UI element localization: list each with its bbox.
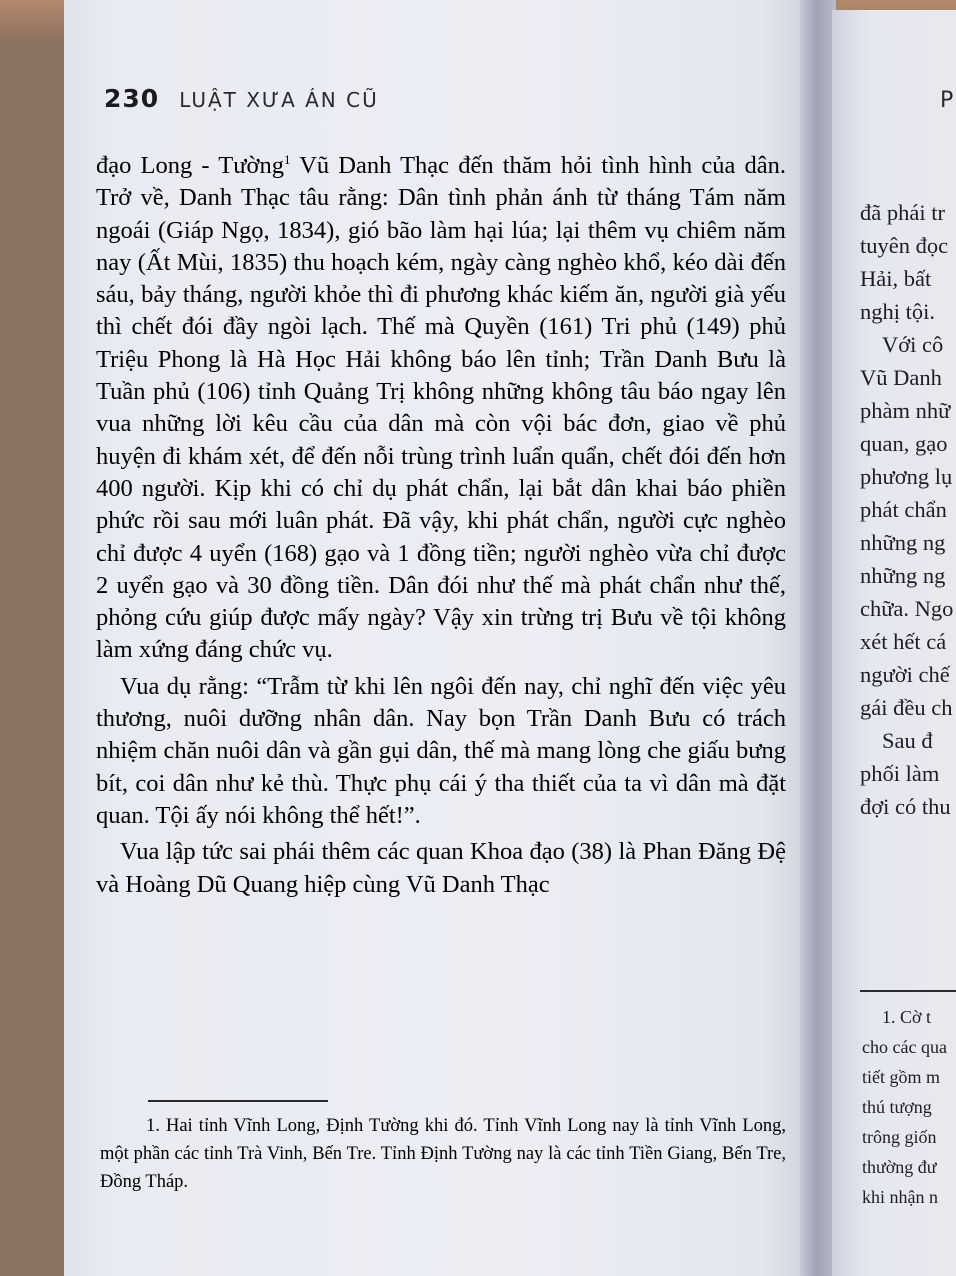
right-footnote-divider [860,990,956,992]
right-footnote-line: thường đư [862,1157,937,1177]
right-page-line: tuyên đọc [860,233,949,258]
right-page-line: Với cô [882,332,944,357]
right-page-line: người chế [860,662,950,687]
right-footnote-line: cho các qua [862,1037,947,1057]
right-page-line: gái đều ch [860,695,953,720]
page-number: 230 [104,84,160,113]
right-page-line: phương lụ [860,464,953,489]
right-page-line: phàm nhữ [860,398,951,423]
right-page-header: P [940,88,954,113]
paragraph-1 [96,150,786,667]
right-page-line: phát chẩn [860,497,947,522]
running-header [104,84,379,113]
book-title: LUẬT XƯA ÁN CŨ [179,88,379,112]
body-text [96,150,786,905]
right-footnote-line: thú tượng [862,1097,932,1117]
right-page-line: Vũ Danh [860,365,942,390]
footnote-marker: 1 [283,151,291,167]
right-page-line: quan, gạo [860,431,948,456]
paragraph-2: Vua dụ rằng: “Trẫm từ khi lên ngôi đến nay, chỉ nghĩ đến việc yêu thương, nuôi dưỡng nhân dân. Nay bọn Trần Danh Bưu có trách nhiệm chăn nuôi dân và gần gụi dân, thế mà mang lòng che giấu bưng bít, coi dân như kẻ thù. Thực phụ cái ý tha thiết của ta vì dân mà đặt quan. Tội ấy nói không thể hết!”. [96,672,786,829]
right-page [832,10,956,1276]
right-page-text [860,196,956,823]
book-gutter [800,0,836,1276]
right-footnote-line: trông giốn [862,1127,937,1147]
right-page-line: đã phái tr [860,200,945,225]
right-page-line: nghị tội. [860,299,936,324]
right-page-line: những ng [860,563,946,588]
right-page-line: Hải, bất [860,266,932,291]
right-page-line: xét hết cá [860,629,947,654]
footnote-divider [148,1100,328,1102]
footnote [100,1112,786,1196]
right-footnote-line: tiết gồm m [862,1067,940,1087]
paragraph-3: Vua lập tức sai phái thêm các quan Khoa đạo (38) là Phan Đăng Đệ và Hoàng Dũ Quang hiệp cùng Vũ Danh Thạc [96,838,786,898]
right-footnote-line: khi nhận n [862,1187,938,1207]
right-page-line: phối làm [860,761,940,786]
right-page-line: những ng [860,530,946,555]
right-page-line: Sau đ [882,728,933,753]
right-page-line: đợi có thu [860,794,951,819]
right-footnote-line: 1. Cờ t [882,1007,932,1027]
footnote-text: 1. Hai tỉnh Vĩnh Long, Định Tường khi đó. Tỉnh Vĩnh Long nay là tỉnh Vĩnh Long, một phần các tỉnh Trà Vinh, Bến Tre. Tỉnh Định Tường nay là các tỉnh Tiền Giang, Bến Tre, Đồng Tháp. [100,1116,786,1192]
right-page-footnote [862,1002,956,1212]
right-page-line: chữa. Ngo [860,596,954,621]
paragraph-1-start: đạo Long - Tường [96,152,284,179]
paragraph-1-rest: Vũ Danh Thạc đến thăm hỏi tình hình của dân. Trở về, Danh Thạc tâu rằng: Dân tình phản ánh từ tháng Tám năm ngoái (Giáp Ngọ, 1834), gió bão làm hại lúa; lại thêm vụ chiêm năm nay (Ất Mùi, 1835) thu hoạch kém, ngày càng nghèo khổ, kéo dài đến sáu, bảy tháng, người khỏe thì đi phương khác kiếm ăn, người già yếu thì chết đói đầy ngòi lạch. Thế mà Quyền (161) Tri phủ (149) phủ Triệu Phong là Hà Học Hải không báo lên tỉnh; Trần Danh Bưu là Tuần phủ (106) tỉnh Quảng Trị không những không tâu báo ngay lên vua những lời kêu cầu của dân mà còn vội bác đơn, giao về phủ huyện đi khám xét, để đến nỗi trùng trình luẩn quẩn, chết đói đến hơn 400 người. Kịp khi có chỉ dụ phát chẩn, lại bắt dân khai báo phiền phức rồi sau mới luân phát. Đã vậy, khi phát chẩn, người cực nghèo chỉ được 4 uyển (168) gạo và 1 đồng tiền; người nghèo vừa chỉ được 2 uyển gạo và 30 đồng tiền. Dân đói như thế mà phát chẩn như thế, phỏng cứu giúp được mấy ngày? Vậy xin trừng trị Bưu về tội không làm xứng đáng chức vụ. [96,152,786,664]
